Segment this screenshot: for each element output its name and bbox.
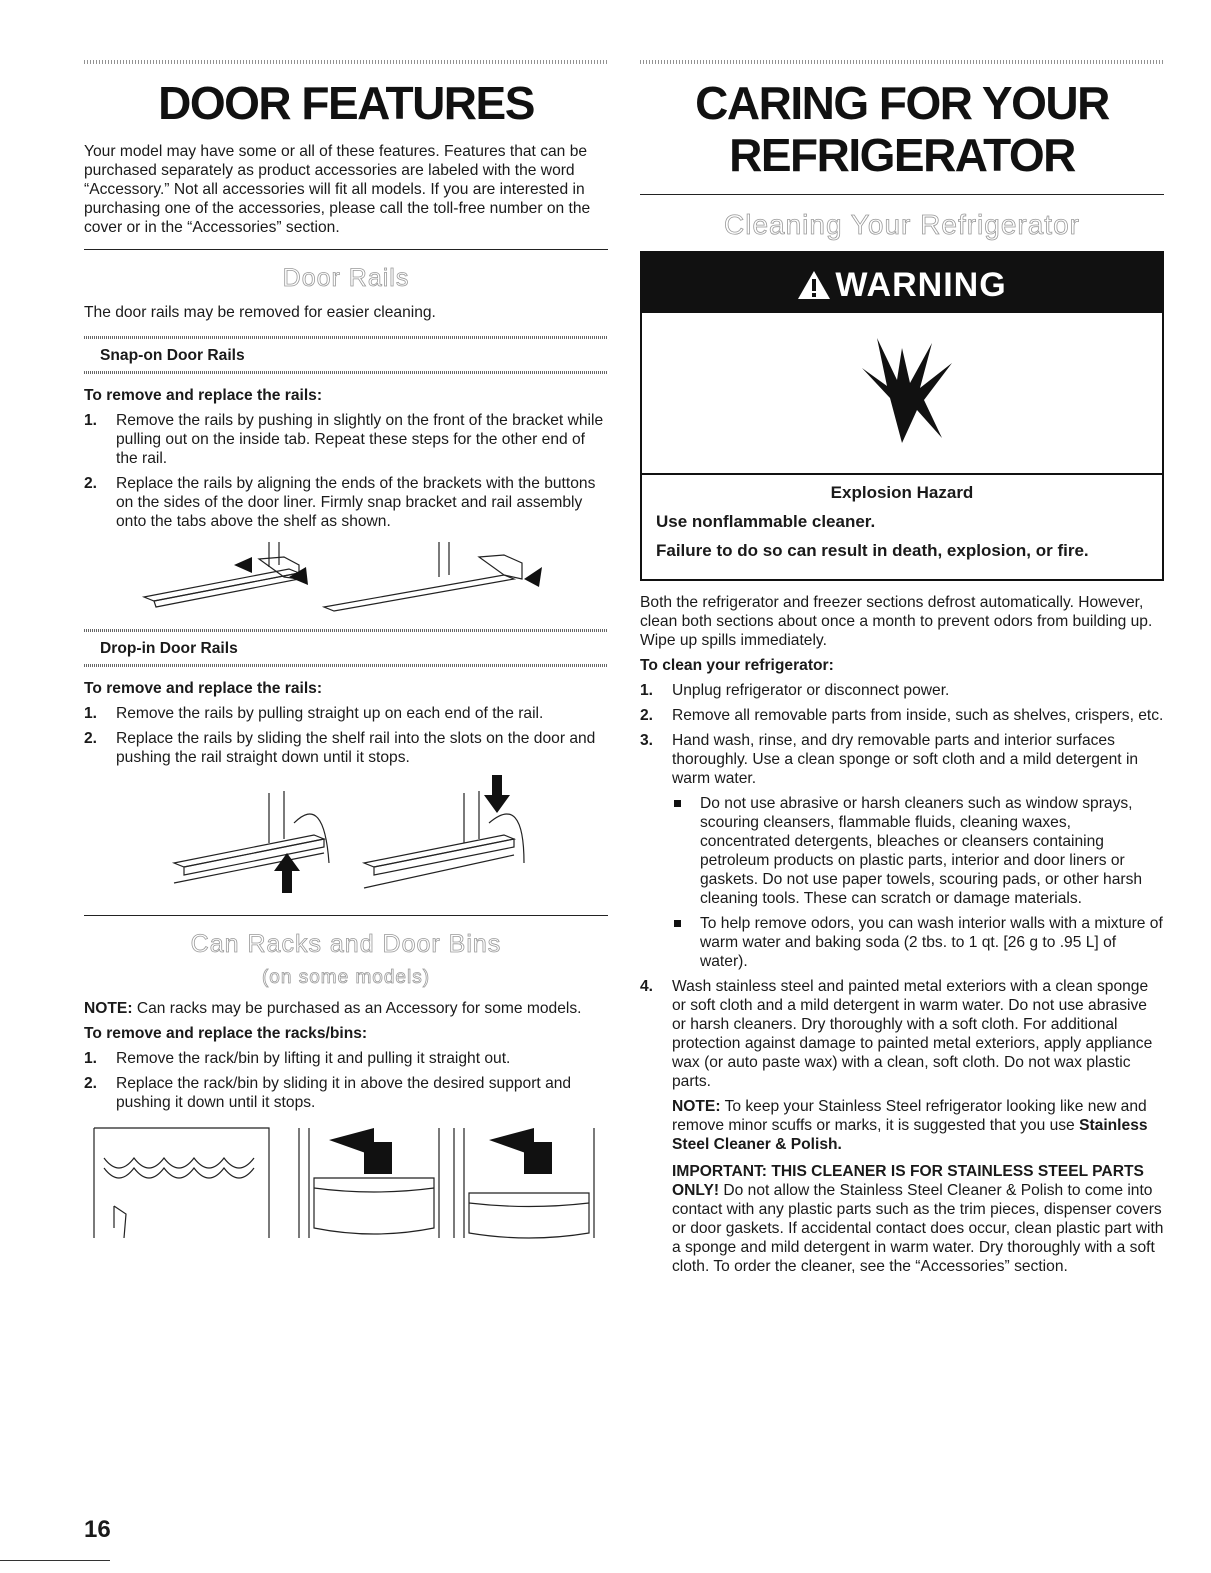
list-item: 4. Wash stainless steel and painted metal exteriors with a clean sponge or soft cloth and a mild detergent in warm water. Do not use abrasive or harsh cleaners. Dry thoroughly with a soft cloth. For additional protection against damage to painted metal exteriors, apply appliance wax (or auto paste wax) with a clean, soft cloth. Do not wax plastic parts. NOTE: To keep your Stainless Steel refrigerator looking like new and remove minor scuffs or marks, it is suggested that you use Stainless Steel Cleaner & Polish. IMPORTANT: THIS CLEANER IS FOR STAINLESS STEEL PARTS ONLY! Do not allow the Stainless Steel Cleaner & Polish to come into contact with any plastic parts such as the trim pieces, dispenser covers or door gaskets. If accidental contact does occur, clean plastic part with a sponge and mild detergent in warm water. Dry thoroughly with a soft cloth. To order the cleaner, see the “Accessories” section. [640, 978, 1164, 1275]
cleaning-steps [640, 681, 1164, 1276]
hazard-title: Explosion Hazard [830, 483, 974, 502]
footer-rule [0, 1560, 110, 1561]
section-divider [84, 915, 608, 916]
explosion-icon [642, 313, 1162, 475]
list-item: 1. Remove the rails by pushing in slightly on the front of the bracket while pulling out on the inside tab. Repeat these steps for the other end of the rail. [84, 412, 604, 467]
can-racks-subheading: (on some models) [261, 967, 431, 988]
caring-title-line2: REFRIGERATOR [729, 129, 1075, 181]
door-rails-intro: The door rails may be removed for easier cleaning. [84, 304, 436, 321]
drop-in-rails-subhead [84, 629, 608, 667]
warning-box [640, 251, 1164, 581]
snap-on-instructions-heading: To remove and replace the rails: [84, 387, 323, 404]
drop-in-instructions-heading: To remove and replace the rails: [84, 680, 323, 697]
drop-in-rails-heading: Drop-in Door Rails [100, 640, 238, 657]
top-dotted-rule [640, 60, 1164, 64]
door-features-column [84, 60, 608, 1248]
snap-on-rails-subhead [84, 336, 608, 374]
list-item: 2. Replace the rails by sliding the shelf rail into the slots on the door and pushing the rail straight down until it stops. [84, 730, 596, 766]
cleaning-cautions [672, 794, 1164, 971]
cleaning-intro: Both the refrigerator and freezer sections defrost automatically. However, clean both sections about once a month to prevent odors from building up. Wipe up spills immediately. [640, 594, 1153, 649]
list-item: 2. Replace the rails by aligning the ends of the brackets with the buttons on the sides of the door liner. Firmly snap bracket and rail assembly onto the tabs above the shelf as shown. [84, 475, 596, 530]
warning-body [642, 475, 1162, 579]
list-item: 1. Remove the rack/bin by lifting it and pulling it straight out. [84, 1050, 511, 1067]
warning-header: WARNING [642, 253, 1162, 313]
square-bullet-icon [674, 920, 681, 927]
can-racks-instructions-heading: To remove and replace the racks/bins: [84, 1025, 368, 1042]
page-number: 16 [84, 1516, 111, 1543]
snap-on-rail-illustration [84, 537, 608, 615]
list-item: 1. Remove the rails by pulling straight up on each end of the rail. [84, 705, 544, 722]
door-features-title: DOOR FEATURES [158, 77, 534, 129]
list-item: 2. Remove all removable parts from inside, such as shelves, crispers, etc. [640, 707, 1164, 724]
list-item: To help remove odors, you can wash interior walls with a mixture of warm water and baking soda (2 tbs. to 1 qt. [26 g to .95 L] of water). [672, 914, 1164, 971]
caring-title-line1: CARING FOR YOUR [695, 77, 1109, 129]
door-features-intro: Your model may have some or all of these features. Features that can be purchased separately as product accessories are labeled with the word “Accessory.” Not all accessories will fit all models. If you are interested in purchasing one of the accessories, please call the toll-free number on the cover or in the “Accessories” section. [84, 143, 591, 236]
list-item: Do not use abrasive or harsh cleaners such as window sprays, scouring cleansers, flammable fluids, cleaning waxes, concentrated detergents, bleaches or cleansers containing petroleum products on plastic parts, interior and door liners or gaskets. Do not use paper towels, scouring pads, or other harsh cleaning tools. These can scratch or damage materials. [672, 794, 1164, 908]
snap-on-rails-heading: Snap-on Door Rails [100, 347, 245, 364]
snap-on-steps [84, 411, 608, 531]
caring-column [640, 60, 1164, 1282]
square-bullet-icon [674, 800, 681, 807]
section-divider [84, 249, 608, 250]
list-item: 1. Unplug refrigerator or disconnect power. [640, 682, 950, 699]
door-rails-heading: Door Rails [282, 264, 410, 292]
can-racks-note: NOTE: Can racks may be purchased as an Accessory for some models. [84, 1000, 582, 1017]
can-racks-heading: Can Racks and Door Bins [190, 930, 502, 958]
top-dotted-rule [84, 60, 608, 64]
stainless-note: NOTE: To keep your Stainless Steel refrigerator looking like new and remove minor scuffs or marks, it is suggested that you use Stainless Steel Cleaner & Polish. [672, 1098, 1148, 1153]
warning-triangle-icon [797, 270, 831, 300]
section-divider [640, 194, 1164, 195]
cleaning-instructions-heading: To clean your refrigerator: [640, 657, 834, 674]
can-racks-steps [84, 1049, 608, 1112]
list-item: 2. Replace the rack/bin by sliding it in above the desired support and pushing it down until it stops. [84, 1075, 572, 1111]
drop-in-steps [84, 704, 608, 767]
cleaning-heading: Cleaning Your Refrigerator [724, 209, 1080, 240]
warning-line-2: Failure to do so can result in death, explosion, or fire. [656, 541, 1089, 560]
can-racks-illustration [84, 1118, 608, 1248]
list-item: 3. Hand wash, rinse, and dry removable parts and interior surfaces thoroughly. Use a clean sponge or soft cloth and a mild detergent in warm water. Do not use abrasive or harsh cleaners such as window sprays, scouring cleansers, flammable fluids, cleaning waxes, concentrated detergents, bleaches or cleansers containing petroleum products on plastic parts, interior and door liners or gaskets. Do not use paper towels, scouring pads, or other harsh cleaning tools. These can scratch or damage materials. To help remove odors, you can wash interior walls with a mixture of warm water and baking soda (2 tbs. to 1 qt. [26 g to .95 L] of water). [640, 732, 1163, 970]
warning-line-1: Use nonflammable cleaner. [656, 512, 876, 531]
drop-in-rail-illustration [84, 773, 608, 903]
important-note: IMPORTANT: THIS CLEANER IS FOR STAINLESS STEEL PARTS ONLY! Do not allow the Stainless Steel Cleaner & Polish to come into contact with any plastic parts such as the trim pieces, dispenser covers or door gaskets. If accidental contact does occur, clean plastic part with a sponge and mild detergent in warm water. Dry thoroughly with a soft cloth. To order the cleaner, see the “Accessories” section. [672, 1163, 1164, 1275]
